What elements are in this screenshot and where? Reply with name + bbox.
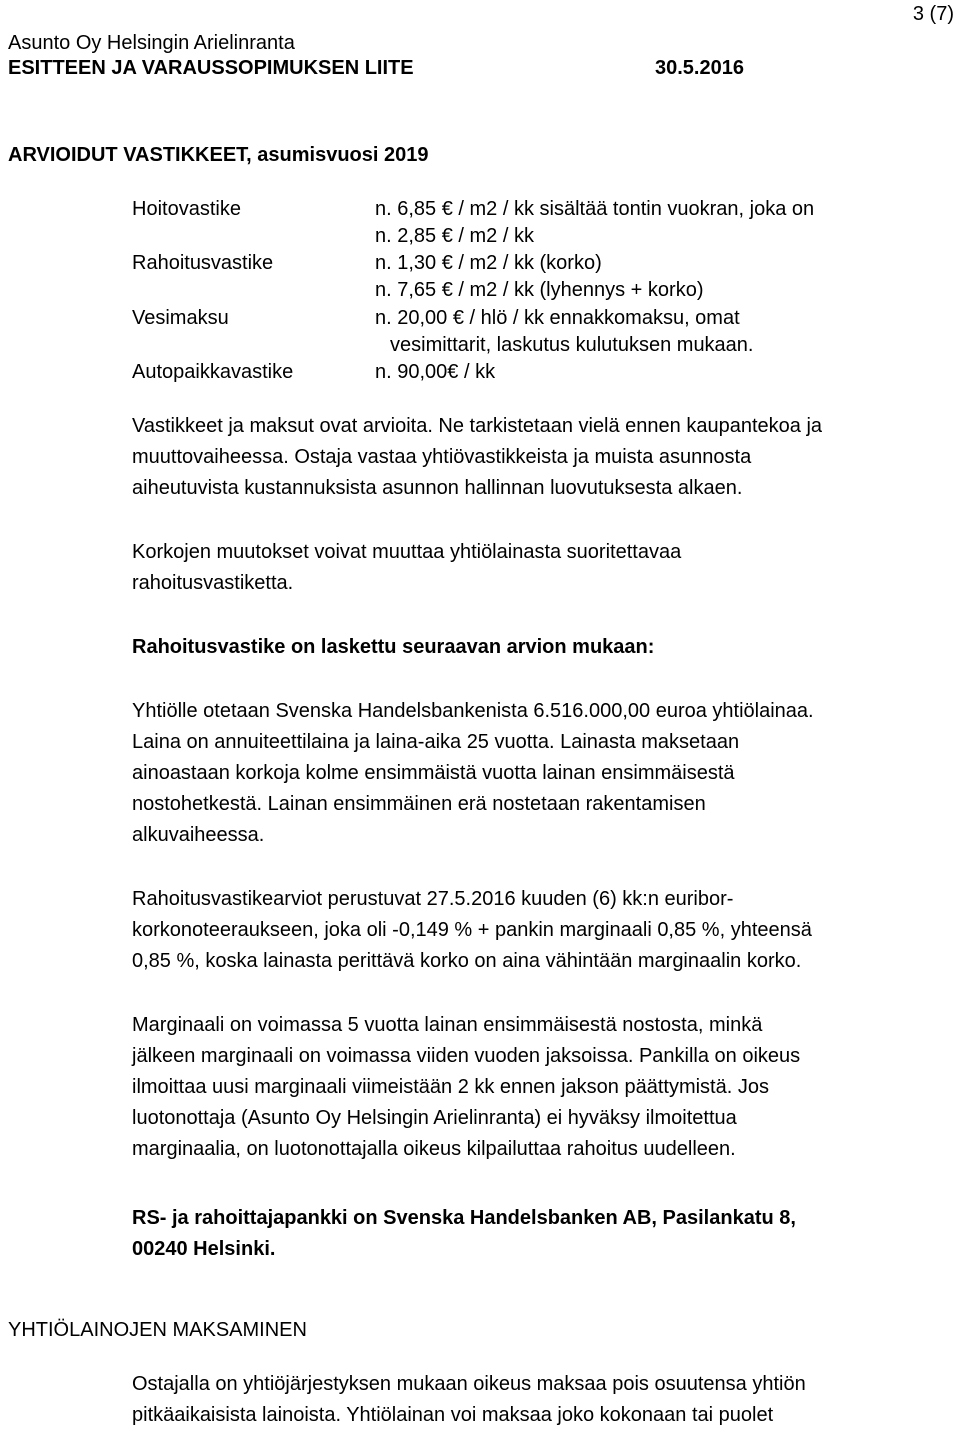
paragraph-line: 0,85 %, koska lainasta perittävä korko on aina vähintään marginaalin korko. [132,950,802,972]
page-number: 3 (7) [912,3,954,25]
paragraph-estimates [132,411,958,504]
section2-title: YHTIÖLAINOJEN MAKSAMINEN [8,1319,307,1341]
fee-label-rahoitusvastike: Rahoitusvastike [132,252,274,274]
paragraph-line: pitkäaikaisista lainoista. Yhtiölainan voi maksaa joko kokonaan tai puolet [132,1404,774,1426]
paragraph-line: korkonoteeraukseen, joka oli -0,149 % + pankin marginaali 0,85 %, yhteensä [132,919,812,941]
document-date: 30.5.2016 [655,57,744,79]
financing-heading-text: Rahoitusvastike on laskettu seuraavan arvion mukaan: [132,636,655,658]
paragraph-line: luotonottaja (Asunto Oy Helsingin Arielinranta) ei hyväksy ilmoitettua [132,1107,737,1129]
fee-value: n. 7,65 € / m2 / kk (lyhennys + korko) [375,279,704,301]
fee-label-vesimaksu: Vesimaksu [132,307,229,329]
paragraph-line: RS- ja rahoittajapankki on Svenska Handelsbanken AB, Pasilankatu 8, [132,1207,796,1229]
paragraph-bank [132,1203,958,1265]
paragraph-line: Marginaali on voimassa 5 vuotta lainan ensimmäisestä nostosta, minkä [132,1014,763,1036]
paragraph-loan-payment [132,1369,958,1431]
paragraph-line: Korkojen muutokset voivat muuttaa yhtiölainasta suoritettavaa [132,541,682,563]
paragraph-line: Yhtiölle otetaan Svenska Handelsbankenista 6.516.000,00 euroa yhtiölainaa. [132,700,814,722]
paragraph-line: jälkeen marginaali on voimassa viiden vuoden jaksoissa. Pankilla on oikeus [132,1045,801,1067]
fee-value: vesimittarit, laskutus kulutuksen mukaan. [390,334,754,356]
fee-label-autopaikkavastike: Autopaikkavastike [132,361,294,383]
paragraph-line: rahoitusvastiketta. [132,572,294,594]
fee-value: n. 90,00€ / kk [375,361,496,383]
fee-value: n. 2,85 € / m2 / kk [375,225,534,247]
fee-value: n. 20,00 € / hlö / kk ennakkomaksu, omat [375,307,740,329]
paragraph-line: Ostajalla on yhtiöjärjestyksen mukaan oikeus maksaa pois osuutensa yhtiön [132,1373,806,1395]
paragraph-line: aiheutuvista kustannuksista asunnon hallinnan luovutuksesta alkaen. [132,477,743,499]
company-name: Asunto Oy Helsingin Arielinranta [8,32,295,54]
section-title: ARVIOIDUT VASTIKKEET, asumisvuosi 2019 [8,144,429,166]
paragraph-line: ainoastaan korkoja kolme ensimmäistä vuotta lainan ensimmäisestä [132,762,735,784]
paragraph-line: alkuvaiheessa. [132,824,265,846]
fee-value: n. 1,30 € / m2 / kk (korko) [375,252,602,274]
financing-heading [132,632,958,663]
paragraph-line: Laina on annuiteettilaina ja laina-aika 25 vuotta. Lainasta maksetaan [132,731,740,753]
paragraph-loan [132,696,958,851]
paragraph-line: nostohetkestä. Lainan ensimmäinen erä nostetaan rakentamisen [132,793,706,815]
paragraph-margin [132,1010,958,1165]
paragraph-line: muuttovaiheessa. Ostaja vastaa yhtiövastikkeista ja muista asunnosta [132,446,752,468]
paragraph-line: marginaalia, on luotonottajalla oikeus kilpailuttaa rahoitus uudelleen. [132,1138,736,1160]
paragraph-line: 00240 Helsinki. [132,1238,276,1260]
fee-value: n. 6,85 € / m2 / kk sisältää tontin vuokran, joka on [375,198,815,220]
paragraph-euribor [132,884,958,977]
paragraph-interest-changes [132,537,958,599]
document-subtitle: ESITTEEN JA VARAUSSOPIMUKSEN LIITE [8,57,414,79]
paragraph-line: ilmoittaa uusi marginaali viimeistään 2 kk ennen jakson päättymistä. Jos [132,1076,769,1098]
paragraph-line: Rahoitusvastikearviot perustuvat 27.5.2016 kuuden (6) kk:n euribor- [132,888,734,910]
fee-label-hoitovastike: Hoitovastike [132,198,241,220]
paragraph-line: Vastikkeet ja maksut ovat arvioita. Ne tarkistetaan vielä ennen kaupantekoa ja [132,415,823,437]
